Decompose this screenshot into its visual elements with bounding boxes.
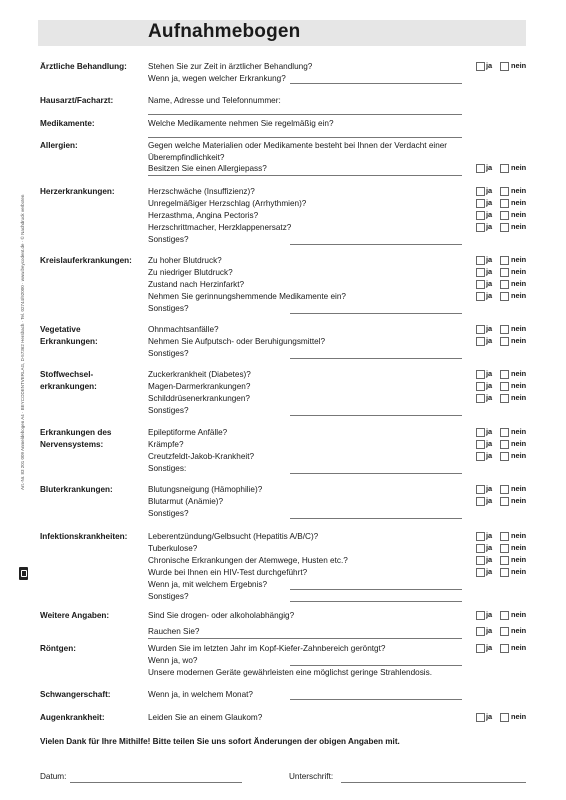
question-text: Leberentzündung/Gelbsucht (Hepatitis A/B/C)? bbox=[148, 532, 319, 541]
question-text: Unsere modernen Geräte gewährleisten eine möglichst geringe Strahlendosis. bbox=[148, 668, 432, 677]
question-text: Besitzen Sie einen Allergiepass? bbox=[148, 164, 267, 173]
no-label: nein bbox=[511, 186, 527, 195]
no-checkbox[interactable] bbox=[500, 211, 509, 220]
yes-checkbox[interactable] bbox=[476, 394, 485, 403]
yes-label: ja bbox=[486, 336, 493, 345]
publisher-logo-icon bbox=[19, 567, 28, 580]
yes-label: ja bbox=[486, 279, 493, 288]
question-text: Wenn ja, wo? bbox=[148, 656, 198, 665]
section-label: Infektionskrankheiten: bbox=[40, 532, 128, 541]
yes-checkbox[interactable] bbox=[476, 440, 485, 449]
yes-checkbox[interactable] bbox=[476, 497, 485, 506]
no-label: nein bbox=[511, 198, 527, 207]
no-label: nein bbox=[511, 496, 527, 505]
yes-label: ja bbox=[486, 643, 493, 652]
no-checkbox[interactable] bbox=[500, 337, 509, 346]
yes-no-choice bbox=[476, 531, 536, 541]
yes-label: ja bbox=[486, 267, 493, 276]
yes-checkbox[interactable] bbox=[476, 382, 485, 391]
signature-label: Unterschrift: bbox=[289, 772, 334, 781]
question-text: Ohnmachtsanfälle? bbox=[148, 325, 219, 334]
question-text: Magen-Darmerkrankungen? bbox=[148, 382, 251, 391]
no-checkbox[interactable] bbox=[500, 382, 509, 391]
section-label: Weitere Angaben: bbox=[40, 611, 110, 620]
yes-checkbox[interactable] bbox=[476, 280, 485, 289]
yes-label: ja bbox=[486, 712, 493, 721]
no-label: nein bbox=[511, 439, 527, 448]
no-checkbox[interactable] bbox=[500, 452, 509, 461]
yes-label: ja bbox=[486, 531, 493, 540]
no-checkbox[interactable] bbox=[500, 556, 509, 565]
question-text: Tuberkulose? bbox=[148, 544, 198, 553]
yes-checkbox[interactable] bbox=[476, 544, 485, 553]
no-checkbox[interactable] bbox=[500, 256, 509, 265]
section-label: Bluterkrankungen: bbox=[40, 485, 113, 494]
question-text: Zuckerkrankheit (Diabetes)? bbox=[148, 370, 251, 379]
no-checkbox[interactable] bbox=[500, 568, 509, 577]
yes-label: ja bbox=[486, 484, 493, 493]
question-text: Nehmen Sie Aufputsch- oder Beruhigungsmittel? bbox=[148, 337, 326, 346]
yes-no-choice bbox=[476, 267, 536, 277]
yes-checkbox[interactable] bbox=[476, 62, 485, 71]
question-text: Schilddrüsenerkrankungen? bbox=[148, 394, 250, 403]
no-checkbox[interactable] bbox=[500, 62, 509, 71]
yes-checkbox[interactable] bbox=[476, 164, 485, 173]
answer-field[interactable] bbox=[290, 83, 462, 84]
yes-no-choice bbox=[476, 163, 536, 173]
section-label: Medikamente: bbox=[40, 119, 95, 128]
question-text: Rauchen Sie? bbox=[148, 627, 200, 636]
question-text: Sonstiges? bbox=[148, 592, 189, 601]
answer-field[interactable] bbox=[148, 137, 462, 138]
no-checkbox[interactable] bbox=[500, 164, 509, 173]
question-text: Gegen welche Materialien oder Medikamente besteht bei Ihnen der Verdacht einer Überempfindlichkeit? bbox=[148, 141, 448, 162]
question-text: Wurde bei Ihnen ein HIV-Test durchgeführt? bbox=[148, 568, 308, 577]
answer-field[interactable] bbox=[290, 244, 462, 245]
question-text: Chronische Erkrankungen der Atemwege, Husten etc.? bbox=[148, 556, 348, 565]
question-text: Blutarmut (Anämie)? bbox=[148, 497, 224, 506]
question-text: Creutzfeldt-Jakob-Krankheit? bbox=[148, 452, 255, 461]
question-text: Epileptiforme Anfälle? bbox=[148, 428, 228, 437]
answer-field[interactable] bbox=[290, 313, 462, 314]
answer-field[interactable] bbox=[290, 358, 462, 359]
yes-no-choice bbox=[476, 439, 536, 449]
no-label: nein bbox=[511, 393, 527, 402]
yes-label: ja bbox=[486, 610, 493, 619]
answer-field[interactable] bbox=[290, 473, 462, 474]
question-text: Wenn ja, mit welchem Ergebnis? bbox=[148, 580, 268, 589]
yes-checkbox[interactable] bbox=[476, 568, 485, 577]
section-label: Stoffwechselerkrankungen: bbox=[40, 370, 97, 391]
question-text: Nehmen Sie gerinnungshemmende Medikamente ein? bbox=[148, 292, 346, 301]
yes-checkbox[interactable] bbox=[476, 713, 485, 722]
no-checkbox[interactable] bbox=[500, 611, 509, 620]
no-checkbox[interactable] bbox=[500, 187, 509, 196]
yes-label: ja bbox=[486, 198, 493, 207]
date-label: Datum: bbox=[40, 772, 67, 781]
question-text: Herzschwäche (Insuffizienz)? bbox=[148, 187, 255, 196]
answer-field[interactable] bbox=[290, 415, 462, 416]
no-checkbox[interactable] bbox=[500, 223, 509, 232]
yes-checkbox[interactable] bbox=[476, 268, 485, 277]
question-text: Krämpfe? bbox=[148, 440, 184, 449]
yes-label: ja bbox=[486, 255, 493, 264]
yes-label: ja bbox=[486, 210, 493, 219]
yes-checkbox[interactable] bbox=[476, 187, 485, 196]
no-label: nein bbox=[511, 484, 527, 493]
section-label: Augenkrankheit: bbox=[40, 713, 105, 722]
no-label: nein bbox=[511, 555, 527, 564]
section-divider bbox=[148, 175, 462, 176]
question-text: Welche Medikamente nehmen Sie regelmäßig ein? bbox=[148, 119, 334, 128]
yes-label: ja bbox=[486, 496, 493, 505]
question-text: Wurden Sie im letzten Jahr im Kopf-Kiefer-Zahnbereich geröntgt? bbox=[148, 644, 386, 653]
yes-no-choice bbox=[476, 393, 536, 403]
no-label: nein bbox=[511, 567, 527, 576]
yes-label: ja bbox=[486, 427, 493, 436]
question-text: Wenn ja, in welchem Monat? bbox=[148, 690, 253, 699]
answer-field[interactable] bbox=[290, 699, 462, 700]
section-divider bbox=[148, 638, 462, 639]
question-text: Sonstiges? bbox=[148, 304, 189, 313]
yes-no-choice bbox=[476, 291, 536, 301]
yes-no-choice bbox=[476, 210, 536, 220]
yes-checkbox[interactable] bbox=[476, 428, 485, 437]
no-checkbox[interactable] bbox=[500, 394, 509, 403]
yes-no-choice bbox=[476, 610, 536, 620]
yes-label: ja bbox=[486, 439, 493, 448]
question-text: Zustand nach Herzinfarkt? bbox=[148, 280, 245, 289]
yes-checkbox[interactable] bbox=[476, 370, 485, 379]
signature-field[interactable] bbox=[341, 782, 526, 783]
question-text: Sonstiges? bbox=[148, 235, 189, 244]
yes-checkbox[interactable] bbox=[476, 452, 485, 461]
yes-no-choice bbox=[476, 484, 536, 494]
no-label: nein bbox=[511, 279, 527, 288]
yes-no-choice bbox=[476, 543, 536, 553]
side-imprint: Art.-Nr. 83 201 009 Anmeldebogen A4 · BEYCODENTVERLAG, D-57362 Hersbach · Tel. 02744/92000 · www.beycodent.de · © Nachdruck verboten bbox=[20, 194, 25, 490]
section-label: Schwangerschaft: bbox=[40, 690, 111, 699]
section-label: Erkrankungen des Nervensystems: bbox=[40, 428, 112, 449]
no-checkbox[interactable] bbox=[500, 292, 509, 301]
answer-field[interactable] bbox=[290, 589, 462, 590]
no-checkbox[interactable] bbox=[500, 532, 509, 541]
yes-no-choice bbox=[476, 279, 536, 289]
yes-no-choice bbox=[476, 626, 536, 636]
section-label: Kreislauferkrankungen: bbox=[40, 256, 132, 265]
question-text: Stehen Sie zur Zeit in ärztlicher Behandlung? bbox=[148, 62, 313, 71]
no-label: nein bbox=[511, 610, 527, 619]
question-text: Sonstiges? bbox=[148, 406, 189, 415]
answer-field[interactable] bbox=[290, 601, 462, 602]
no-checkbox[interactable] bbox=[500, 485, 509, 494]
yes-no-choice bbox=[476, 427, 536, 437]
thanks-note: Vielen Dank für Ihre Mithilfe! Bitte teilen Sie uns sofort Änderungen der obigen Angaben mit. bbox=[40, 737, 400, 746]
yes-label: ja bbox=[486, 291, 493, 300]
question-text: Wenn ja, wegen welcher Erkrankung? bbox=[148, 74, 286, 83]
yes-checkbox[interactable] bbox=[476, 256, 485, 265]
yes-checkbox[interactable] bbox=[476, 223, 485, 232]
no-label: nein bbox=[511, 210, 527, 219]
section-label: Röntgen: bbox=[40, 644, 76, 653]
yes-no-choice bbox=[476, 451, 536, 461]
page-title: Aufnahmebogen bbox=[148, 21, 301, 42]
no-checkbox[interactable] bbox=[500, 713, 509, 722]
yes-no-choice bbox=[476, 198, 536, 208]
no-label: nein bbox=[511, 61, 527, 70]
question-text: Unregelmäßiger Herzschlag (Arrhythmien)? bbox=[148, 199, 307, 208]
no-checkbox[interactable] bbox=[500, 199, 509, 208]
yes-label: ja bbox=[486, 369, 493, 378]
no-label: nein bbox=[511, 324, 527, 333]
yes-checkbox[interactable] bbox=[476, 292, 485, 301]
answer-field[interactable] bbox=[290, 665, 462, 666]
yes-no-choice bbox=[476, 324, 536, 334]
yes-no-choice bbox=[476, 567, 536, 577]
yes-no-choice bbox=[476, 61, 536, 71]
no-label: nein bbox=[511, 267, 527, 276]
no-label: nein bbox=[511, 222, 527, 231]
no-label: nein bbox=[511, 543, 527, 552]
yes-no-choice bbox=[476, 381, 536, 391]
yes-label: ja bbox=[486, 567, 493, 576]
yes-label: ja bbox=[486, 163, 493, 172]
no-checkbox[interactable] bbox=[500, 440, 509, 449]
yes-no-choice bbox=[476, 643, 536, 653]
yes-label: ja bbox=[486, 222, 493, 231]
no-label: nein bbox=[511, 255, 527, 264]
no-label: nein bbox=[511, 643, 527, 652]
no-checkbox[interactable] bbox=[500, 644, 509, 653]
question-text: Zu niedriger Blutdruck? bbox=[148, 268, 233, 277]
no-checkbox[interactable] bbox=[500, 544, 509, 553]
yes-checkbox[interactable] bbox=[476, 611, 485, 620]
question-text: Zu hoher Blutdruck? bbox=[148, 256, 222, 265]
yes-checkbox[interactable] bbox=[476, 337, 485, 346]
no-label: nein bbox=[511, 712, 527, 721]
yes-no-choice bbox=[476, 555, 536, 565]
yes-label: ja bbox=[486, 381, 493, 390]
no-checkbox[interactable] bbox=[500, 370, 509, 379]
question-text: Sind Sie drogen- oder alkoholabhängig? bbox=[148, 611, 295, 620]
yes-checkbox[interactable] bbox=[476, 325, 485, 334]
yes-label: ja bbox=[486, 555, 493, 564]
question-text: Sonstiges? bbox=[148, 349, 189, 358]
no-label: nein bbox=[511, 369, 527, 378]
question-text: Herzasthma, Angina Pectoris? bbox=[148, 211, 259, 220]
yes-label: ja bbox=[486, 393, 493, 402]
yes-no-choice bbox=[476, 186, 536, 196]
question-text: Herzschrittmacher, Herzklappenersatz? bbox=[148, 223, 292, 232]
section-label: Herzerkrankungen: bbox=[40, 187, 115, 196]
no-checkbox[interactable] bbox=[500, 325, 509, 334]
yes-checkbox[interactable] bbox=[476, 485, 485, 494]
question-text: Leiden Sie an einem Glaukom? bbox=[148, 713, 263, 722]
yes-label: ja bbox=[486, 324, 493, 333]
section-label: Ärztliche Behandlung: bbox=[40, 62, 127, 71]
yes-label: ja bbox=[486, 186, 493, 195]
no-checkbox[interactable] bbox=[500, 268, 509, 277]
no-label: nein bbox=[511, 336, 527, 345]
yes-checkbox[interactable] bbox=[476, 644, 485, 653]
no-label: nein bbox=[511, 626, 527, 635]
no-checkbox[interactable] bbox=[500, 280, 509, 289]
no-label: nein bbox=[511, 531, 527, 540]
no-label: nein bbox=[511, 427, 527, 436]
question-text: Sonstiges? bbox=[148, 509, 189, 518]
yes-checkbox[interactable] bbox=[476, 532, 485, 541]
yes-label: ja bbox=[486, 451, 493, 460]
question-text: Sonstiges: bbox=[148, 464, 187, 473]
yes-label: ja bbox=[486, 543, 493, 552]
no-label: nein bbox=[511, 381, 527, 390]
section-label: Hausarzt/Facharzt: bbox=[40, 96, 114, 105]
section-label: Allergien: bbox=[40, 141, 78, 150]
yes-checkbox[interactable] bbox=[476, 556, 485, 565]
yes-checkbox[interactable] bbox=[476, 211, 485, 220]
no-checkbox[interactable] bbox=[500, 428, 509, 437]
question-text: Blutungsneigung (Hämophilie)? bbox=[148, 485, 263, 494]
yes-no-choice bbox=[476, 496, 536, 506]
no-label: nein bbox=[511, 163, 527, 172]
no-label: nein bbox=[511, 451, 527, 460]
date-field[interactable] bbox=[70, 782, 242, 783]
yes-checkbox[interactable] bbox=[476, 199, 485, 208]
answer-field[interactable] bbox=[148, 114, 462, 115]
no-checkbox[interactable] bbox=[500, 497, 509, 506]
section-label: Vegetative Erkrankungen: bbox=[40, 325, 98, 346]
yes-no-choice bbox=[476, 255, 536, 265]
question-text: Name, Adresse und Telefonnummer: bbox=[148, 96, 281, 105]
yes-no-choice bbox=[476, 222, 536, 232]
no-label: nein bbox=[511, 291, 527, 300]
yes-checkbox[interactable] bbox=[476, 627, 485, 636]
no-checkbox[interactable] bbox=[500, 627, 509, 636]
yes-label: ja bbox=[486, 61, 493, 70]
yes-no-choice bbox=[476, 712, 536, 722]
answer-field[interactable] bbox=[290, 518, 462, 519]
yes-no-choice bbox=[476, 369, 536, 379]
yes-no-choice bbox=[476, 336, 536, 346]
yes-label: ja bbox=[486, 626, 493, 635]
